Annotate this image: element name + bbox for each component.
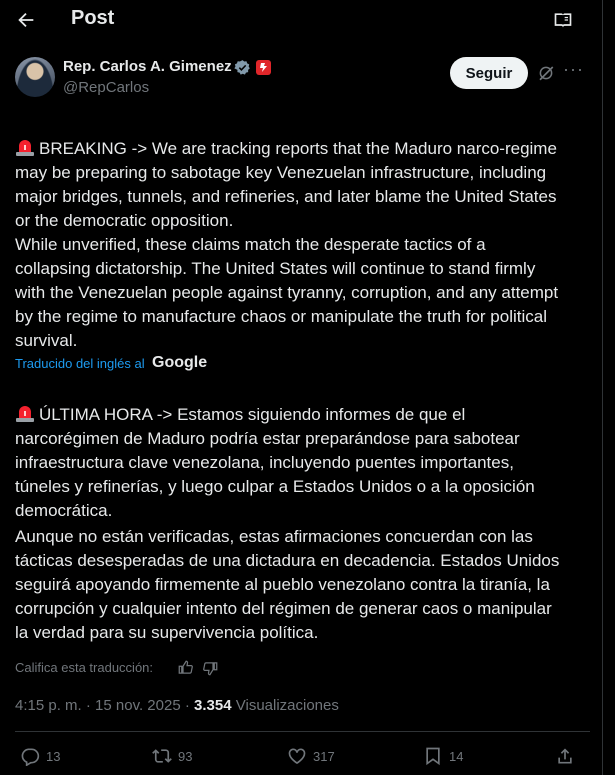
translation-label[interactable]: Traducido del inglés al <box>15 356 145 371</box>
post-text-translated-1 <box>15 379 590 523</box>
author-name[interactable]: Rep. Carlos A. Gimenez <box>63 58 232 75</box>
views-count: 3.354 <box>194 697 232 714</box>
divider <box>15 731 590 732</box>
thumbs-down-icon[interactable] <box>203 661 218 676</box>
post-text-original-para1: BREAKING -> We are tracking reports that the Maduro narco-regime may be preparing to sabotage key Venezuelan infrastructure, including major bridges, tunnels, and refineries, and later blame the United States or the democratic opposition. <box>15 139 557 230</box>
author-handle[interactable]: @RepCarlos <box>63 79 150 96</box>
reader-mode-icon[interactable] <box>553 10 573 30</box>
views-label: Visualizaciones <box>235 697 339 714</box>
thumbs-up-icon[interactable] <box>178 660 193 675</box>
grok-icon[interactable] <box>537 64 555 82</box>
bookmark-button[interactable] <box>423 746 463 766</box>
post-time[interactable]: 4:15 p. m. <box>15 697 82 714</box>
back-arrow-icon[interactable] <box>15 9 37 31</box>
rate-translation-label: Califica esta traducción: <box>15 660 154 675</box>
heart-icon <box>287 746 307 766</box>
more-options-icon[interactable]: ··· <box>563 59 584 79</box>
share-button[interactable] <box>555 746 581 766</box>
bookmark-icon <box>423 746 443 766</box>
siren-emoji-icon <box>15 138 35 156</box>
like-count: 317 <box>313 748 335 764</box>
share-icon <box>555 746 575 766</box>
top-bar <box>0 0 603 40</box>
avatar[interactable] <box>15 57 55 97</box>
post-text-original-1 <box>15 113 590 233</box>
repost-button[interactable] <box>152 746 192 766</box>
bookmark-count: 14 <box>449 748 464 764</box>
reply-button[interactable] <box>20 746 60 766</box>
follow-button[interactable]: Seguir <box>450 57 528 89</box>
post-text-translated-para2: Aunque no están verificadas, estas afirmaciones concuerdan con las tácticas desesperadas de una dictadura en decadencia. Estados Unidos seguirá apoyando firmemente al pueblo venezolano contra la tiranía, la corrupción y cualquier intento del régimen de generar caos o manipular la verdad para su supervivencia política. <box>15 527 560 642</box>
post-text-original-para2: While unverified, these claims match the desperate tactics of a collapsing dictatorship. The United States will continue to stand firmly with the Venezuelan people against tyranny, corruption, and any attempt by the regime to manufacture chaos or manipulate the truth for political survival. <box>15 235 559 350</box>
post-text-translated-para1: ÚLTIMA HORA -> Estamos siguiendo informes de que el narcorégimen de Maduro podría estar preparándose para sabotear infraestructura clave venezolana, incluyendo puentes importantes, túneles y refinerías, y luego culpar a Estados Unidos o a la oposición democrática. <box>15 405 535 520</box>
like-button[interactable] <box>287 746 335 766</box>
repost-count: 93 <box>178 748 193 764</box>
reply-count: 13 <box>46 748 61 764</box>
verified-badge-icon[interactable] <box>234 59 251 76</box>
post-date[interactable]: 15 nov. 2025 <box>95 697 181 714</box>
google-logo: Google <box>152 354 208 371</box>
reply-icon <box>20 746 40 766</box>
affiliation-badge-icon[interactable] <box>256 60 271 75</box>
page-title: Post <box>71 7 115 29</box>
repost-icon <box>152 746 172 766</box>
post-meta: 4:15 p. m. · 15 nov. 2025 · 3.354 Visualizaciones <box>15 697 339 714</box>
siren-emoji-icon <box>15 404 35 422</box>
